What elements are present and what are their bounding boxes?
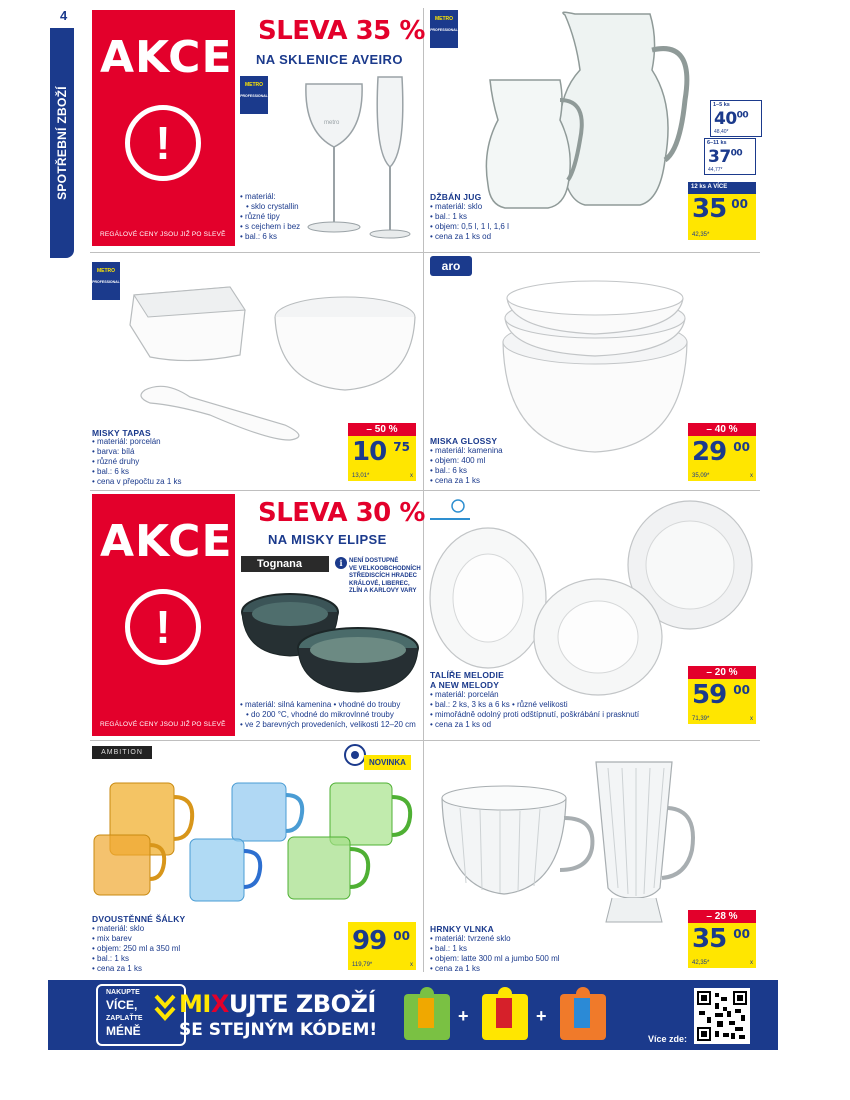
vlnka-mugs-image (436, 758, 696, 933)
puzzle-pieces-image (400, 984, 610, 1046)
section-label: SPOTŘEBNÍ ZBOŽÍ (55, 86, 69, 200)
price-tag: – 50 % 10 75 13,01* x (348, 423, 416, 481)
section-sidebar (50, 28, 74, 258)
chevron-down-icon (154, 994, 176, 1030)
exclamation-icon: ! (125, 589, 201, 665)
grid-divider (90, 490, 760, 491)
product-name: MISKY TAPAS (92, 428, 151, 438)
product-name: TALÍŘE MELODIE (430, 670, 504, 680)
sleva-headline: SLEVA 30 % (258, 498, 425, 528)
elipse-bowls-image (240, 590, 420, 695)
exclamation-icon: ! (125, 105, 201, 181)
mix-subheadline: SE STEJNÝM KÓDEM! (179, 1020, 378, 1040)
tier-price-box: 1–5 ks $40^{00}$ 48,40* (710, 100, 762, 137)
plus-sign: + (536, 1006, 547, 1026)
double-wall-cups-image (90, 775, 420, 910)
akce-note: REGÁLOVÉ CENY JSOU JIŽ PO SLEVĚ (100, 721, 226, 728)
product-name: HRNKY VLNKA (430, 924, 494, 934)
discount-badge: – 28 % (688, 910, 756, 923)
vlnka-specs: • materiál: tvrzené sklo • bal.: 1 ks • objem: latte 300 ml a jumbo 500 ml • cena za 1 ks (430, 934, 560, 974)
discount-badge: – 40 % (688, 423, 756, 436)
product-name: MISKA GLOSSY (430, 436, 498, 446)
tier-price-box-large: 12 ks A VÍCE 35 00 42,35* (688, 182, 756, 240)
qr-code-icon (697, 991, 747, 1041)
nakupte-box: NAKUPTE VÍCE, ZAPLAŤTE MÉNĚ (96, 984, 186, 1046)
product-name: DŽBÁN JUG (430, 192, 482, 202)
metro-professional-logo: METRO PROFESSIONAL (92, 262, 120, 300)
metro-professional-logo: METRO PROFESSIONAL (430, 10, 458, 48)
price-tag: – 20 % 59 00 71,39* x (688, 666, 756, 724)
more-info-label: Více zde: (648, 1034, 688, 1044)
product-name: A NEW MELODY (430, 680, 500, 690)
elipse-specs: • materiál: silná kamenina • vhodné do trouby • do 200 °C, vhodné do mikrovlnné trouby • ve 2 barevných provedeních, velikosti 12–20 cm (240, 700, 416, 730)
novinka-badge-icon (344, 744, 366, 766)
info-icon: i (335, 557, 347, 569)
grid-divider (90, 740, 760, 741)
novinka-badge: NOVINKA (364, 755, 411, 770)
price-tag: – 28 % 35 00 42,35* x (688, 910, 756, 968)
aveiro-specs: • materiál: • sklo crystallin • různé tipy • s cejchem i bez • bal.: 6 ks (240, 192, 300, 242)
sleva-headline: SLEVA 35 % (258, 16, 425, 46)
mix-banner (48, 980, 778, 1050)
salky-specs: • materiál: sklo • mix barev • objem: 250 ml a 350 ml • bal.: 1 ks • cena za 1 ks (92, 924, 180, 974)
glossy-bowls-image (495, 280, 695, 460)
glossy-specs: • materiál: kamenina • objem: 400 ml • bal.: 6 ks • cena za 1 ks (430, 446, 503, 486)
ambition-logo: AMBITION (92, 746, 152, 759)
plus-sign: + (458, 1006, 469, 1026)
qr-code[interactable] (694, 988, 750, 1044)
metro-professional-logo: METRO PROFESSIONAL (240, 76, 268, 114)
tognana-logo: Tognana (241, 556, 329, 572)
page-number: 4 (60, 8, 68, 23)
discount-badge: – 20 % (688, 666, 756, 679)
akce-title: AKCE (100, 32, 233, 83)
melodie-specs: • materiál: porcelán • bal.: 2 ks, 3 ks a 6 ks • různé velikosti • mimořádně odolný proti odštípnutí, poškrábání i prasknutí • cena za 1 ks od (430, 690, 639, 730)
product-name: DVOUSTĚNNÉ ŠÁLKY (92, 914, 186, 924)
sleva-subheadline: NA SKLENICE AVEIRO (256, 52, 403, 67)
grid-divider (90, 252, 760, 253)
discount-badge: – 50 % (348, 423, 416, 436)
aro-logo: aro (430, 256, 472, 276)
dzban-specs: • materiál: sklo • bal.: 1 ks • objem: 0,5 l, 1 l, 1,6 l • cena za 1 ks od (430, 202, 509, 242)
akce-block (92, 10, 235, 246)
sleva-subheadline: NA MISKY ELIPSE (268, 532, 387, 547)
akce-title: AKCE (100, 516, 233, 567)
glass-jug-image (480, 10, 705, 210)
mix-headline: MIXUJTE ZBOŽÍ (179, 990, 376, 1018)
svg-text:metro: metro (324, 120, 340, 126)
akce-block (92, 494, 235, 736)
tapas-bowls-image (120, 265, 420, 445)
price-tag: 99 00 119,79* x (348, 922, 416, 970)
price-tag: – 40 % 29 00 35,09* x (688, 423, 756, 481)
availability-note: NENÍ DOSTUPNÉ VE VELKOOBCHODNÍCH STŘEDISCÍCH HRADEC KRÁLOVÉ, LIBEREC, ZLÍN A KARLOVY VARY (349, 558, 421, 594)
wine-glasses-image (290, 72, 420, 247)
tier-price-box: 6–11 ks $37^{00}$ 44,77* (704, 138, 756, 175)
tapas-specs: • materiál: porcelán • barva: bílá • různé druhy • bal.: 6 ks • cena v přepočtu za 1 ks (92, 437, 182, 487)
akce-note: REGÁLOVÉ CENY JSOU JIŽ PO SLEVĚ (100, 231, 226, 238)
